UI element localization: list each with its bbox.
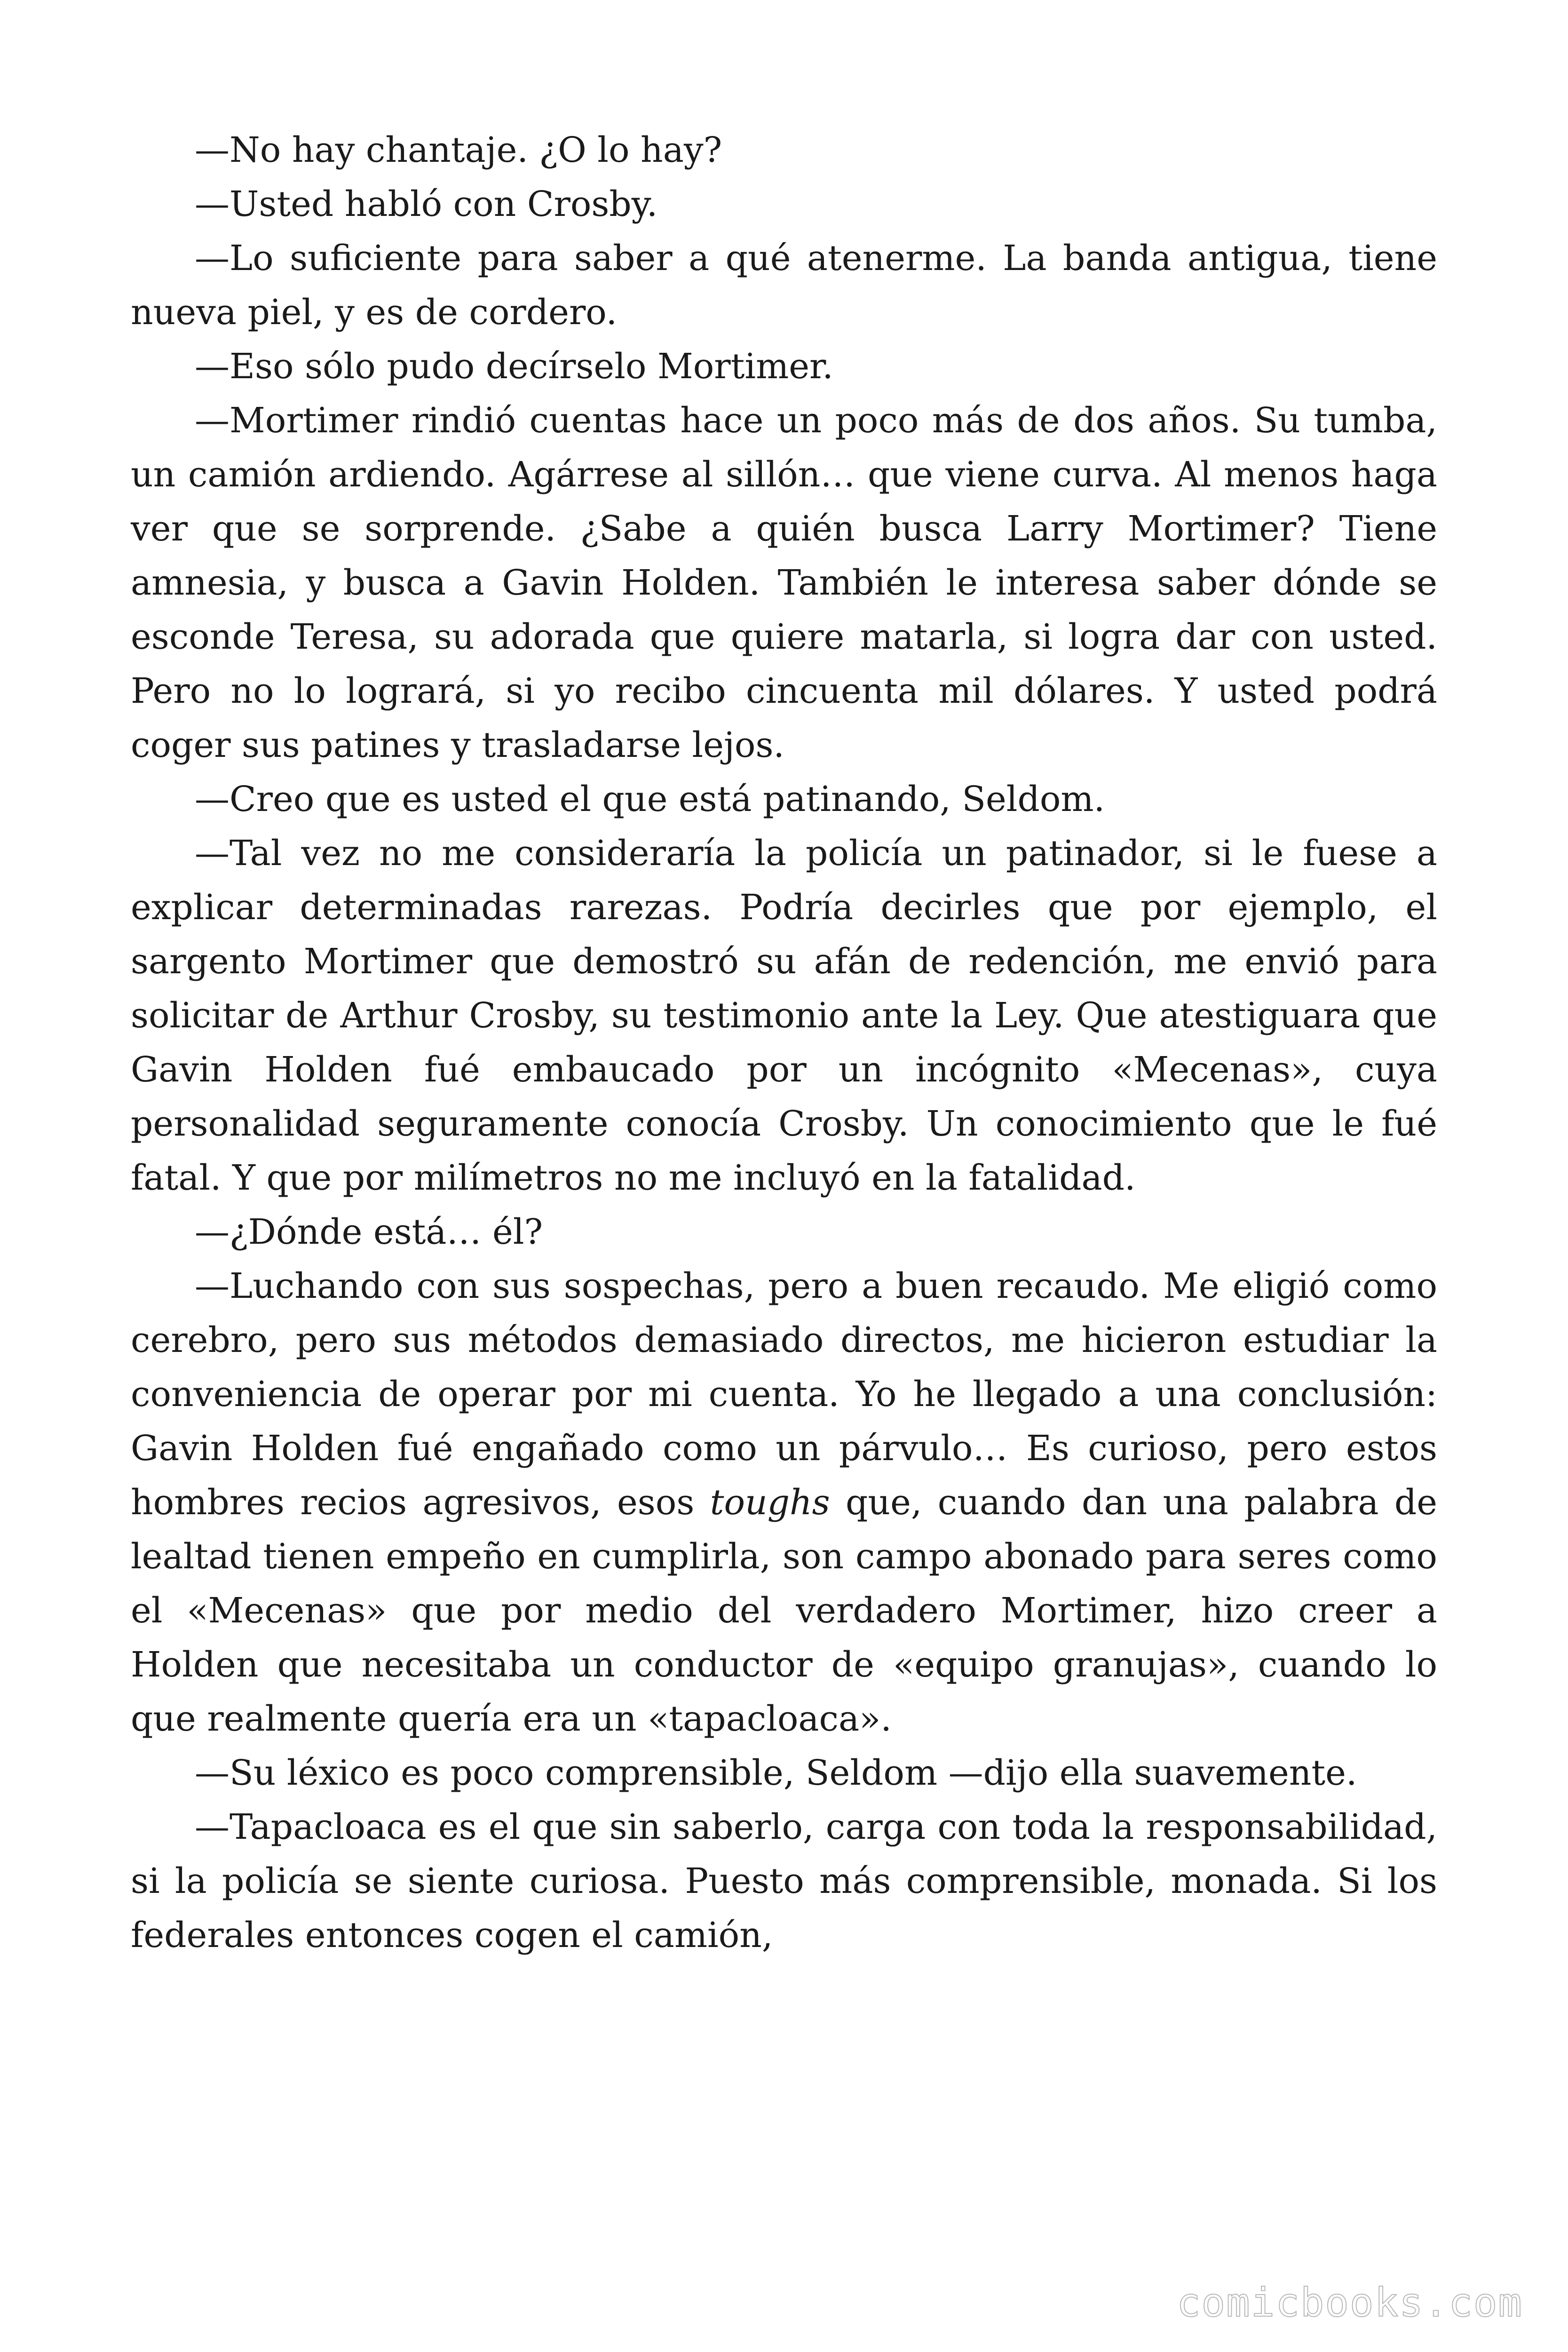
paragraph: —Creo que es usted el que está patinando, Seldom.	[195, 779, 1105, 819]
paragraph	[131, 1259, 1437, 1746]
paragraph: —Su léxico es poco comprensible, Seldom —dijo ella suavemente.	[195, 1753, 1357, 1793]
paragraph: —Eso sólo pudo decírselo Mortimer.	[195, 346, 833, 387]
paragraph: —Tal vez no me consideraría la policía un patinador, si le fuese a explicar determinadas rarezas. Podría decirles que por ejemplo, el sargento Mortimer que demostró su afán de redención, me envió para solicitar de Arthur Crosby, su testimonio ante la Ley. Que atestiguara que Gavin Holden fué embaucado por un incógnito «Mecenas», cuya personalidad seguramente conocía Crosby. Un conocimiento que le fué fatal. Y que por milímetros no me incluyó en la fatalidad.	[131, 833, 1437, 1198]
paragraph: —¿Dónde está… él?	[195, 1212, 543, 1252]
paragraph-text: que, cuando dan una palabra de lealtad tienen empeño en cumplirla, son campo abonado para seres como el «Mecenas» que por medio del verdadero Mortimer, hizo creer a Holden que necesitaba un conductor de «equipo granujas», cuando lo que realmente quería era un «tapacloaca».	[131, 1482, 1437, 1739]
italic-word: toughs	[710, 1482, 830, 1523]
paragraph: —Tapacloaca es el que sin saberlo, carga con toda la responsabilidad, si la policía se siente curiosa. Puesto más comprensible, monada. Si los federales entonces cogen el camión,	[131, 1807, 1437, 1955]
watermark-logo: comicbooks.com	[1176, 2280, 1523, 2326]
paragraph-text: —Luchando con sus sospechas, pero a buen recaudo. Me eligió como cerebro, pero sus métodos demasiado directos, me hicieron estudiar la conveniencia de operar por mi cuenta. Yo he llegado a una conclusión: Gavin Holden fué engañado como un párvulo… Es curioso, pero estos hombres recios agresivos, esos	[131, 1266, 1437, 1523]
body-text	[131, 123, 1437, 1963]
paragraph: —Usted habló con Crosby.	[195, 184, 658, 224]
paragraph: —No hay chantaje. ¿O lo hay?	[195, 130, 722, 170]
paragraph: —Mortimer rindió cuentas hace un poco más de dos años. Su tumba, un camión ardiendo. Agárrese al sillón… que viene curva. Al menos haga ver que se sorprende. ¿Sabe a quién busca Larry Mortimer? Tiene amnesia, y busca a Gavin Holden. También le interesa saber dónde se esconde Teresa, su adorada que quiere matarla, si logra dar con usted. Pero no lo logrará, si yo recibo cincuenta mil dólares. Y usted podrá coger sus patines y trasladarse lejos.	[131, 400, 1437, 765]
paragraph: —Lo suficiente para saber a qué atenerme. La banda antigua, tiene nueva piel, y es de cordero.	[131, 238, 1437, 333]
